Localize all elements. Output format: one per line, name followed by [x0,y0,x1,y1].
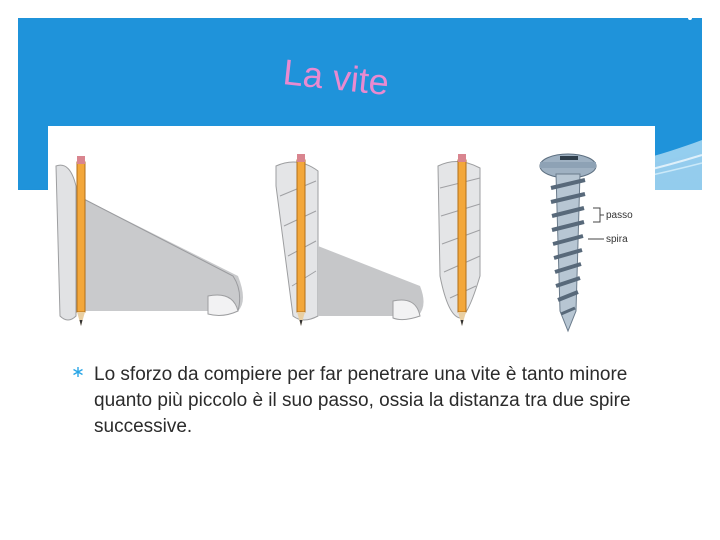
pitch-bracket [593,208,633,222]
thread-pointer [588,234,628,245]
pitch-label: passo [606,210,633,221]
inclined-plane-diagram [48,126,655,346]
pencil-icon [458,154,466,326]
slide-title [278,44,458,114]
thread-label: spira [606,234,628,245]
screw-icon [540,154,596,331]
bullet-asterisk-icon [72,366,84,378]
title-text: La vite [281,51,391,104]
screw-illustration [48,126,655,346]
pencil-icon [297,154,305,326]
bullet-text: Lo sforzo da compiere per far penetrare una vite è tanto minore quanto più piccolo è il suo passo, ossia la distanza tra due spire successive. [94,364,631,437]
pencil-icon [77,156,85,326]
